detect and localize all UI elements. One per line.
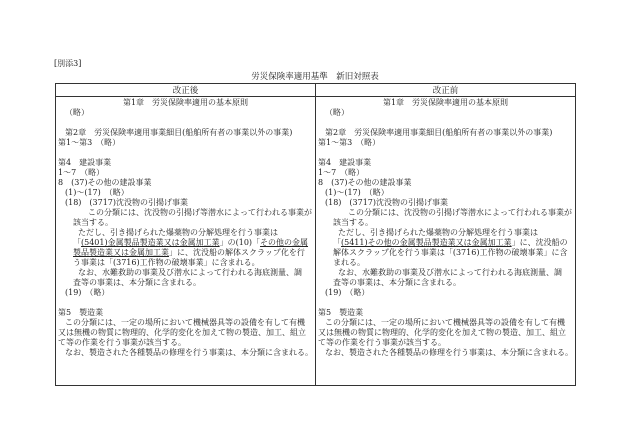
- new-p2c: 製品製造業又は金属加工業」に、沈没船の解体スクラップ化を行: [73, 248, 305, 257]
- new-ch2-title: 第2章 労災保険率適用事業細目(船舶所有者の事業以外の事業): [65, 128, 293, 137]
- old-p2b: 「(5411)その他の金属製品製造業又は金属加工業」に、沈没船の: [333, 238, 568, 247]
- new-sub18: (18) (3717)沈没物の引揚げ事業: [65, 198, 189, 207]
- new-ch1-title: 第1章 労災保険率適用の基本原則: [122, 98, 249, 107]
- old-column-cell: [316, 97, 576, 386]
- old-p2c: 解体スクラップ化を行う事業は「(3716)工作物の破壊事業」に含: [333, 248, 568, 257]
- old-sec1-3: 第1～第3 （略）: [318, 138, 381, 147]
- old-amended-text: (5411)その他の金属製品製造業又は金属加工業: [341, 238, 512, 247]
- header-new: 改正後: [56, 84, 316, 97]
- new-item8: 8 (37)その他の建設事業: [58, 178, 152, 187]
- old-p3b: 査等の事業は、本分類に含まれる。: [333, 278, 461, 287]
- new-column-cell: [56, 97, 316, 386]
- new-column: [56, 97, 315, 358]
- new-s5d: なお、製造された各種製品の修理を行う事業は、本分類に含まれる。: [65, 348, 313, 357]
- old-s5a: この分類には、一定の場所において機械器具等の設備を有して有機: [325, 318, 565, 327]
- old-s5c: て等の作業を行う事業が該当する。: [318, 338, 446, 347]
- old-column: [316, 97, 575, 358]
- old-items1-7: 1～7 （略）: [318, 168, 365, 177]
- old-sec4-title: 第4 建設事業: [318, 158, 372, 167]
- new-items1-7: 1～7 （略）: [58, 168, 105, 177]
- new-sec5-title: 第5 製造業: [58, 308, 104, 317]
- old-s5d: なお、製造された各種製品の修理を行う事業は、本分類に含まれる。: [325, 348, 573, 357]
- new-p2d: う事業は「(3716)工作物の破壊事業」に含まれる。: [73, 258, 260, 267]
- new-s5b: 又は無機の物質に物理的、化学的変化を加えて物の製造、加工、組立: [58, 328, 306, 337]
- new-p1a: この分類には、沈没物の引揚げ等潜水によって行われる事業が: [88, 208, 312, 217]
- new-amended-text-2: その他の金属: [260, 238, 309, 247]
- new-s5c: て等の作業を行う事業が該当する。: [58, 338, 186, 347]
- old-p1a: この分類には、沈没物の引揚げ等潜水によって行われる事業が: [348, 208, 572, 217]
- new-p2b: 「(5401)金属製品製造業又は金属加工業」の(10)「その他の金属: [73, 238, 309, 247]
- old-sec5-title: 第5 製造業: [318, 308, 364, 317]
- new-amended-text-3: 製品製造業又は金属加工業: [73, 248, 169, 257]
- new-sec4-title: 第4 建設事業: [58, 158, 112, 167]
- new-s5a: この分類には、一定の場所において機械器具等の設備を有して有機: [65, 318, 305, 327]
- old-ch1-title: 第1章 労災保険率適用の基本原則: [382, 98, 509, 107]
- comparison-table: [55, 83, 576, 386]
- new-sub1-17: (1)～(17) （略）: [65, 188, 129, 197]
- old-item8: 8 (37)その他の建設事業: [318, 178, 412, 187]
- old-p3a: なお、水難救助の事業及び潜水によって行われる海底測量、調: [338, 268, 562, 277]
- new-ch1-omit: （略）: [65, 108, 89, 117]
- old-s5b: 又は無機の物質に物理的、化学的変化を加えて物の製造、加工、組立: [318, 328, 566, 337]
- new-p3a: なお、水難救助の事業及び潜水によって行われる海底測量、調: [78, 268, 302, 277]
- new-sec1-3: 第1～第3 （略）: [58, 138, 121, 147]
- new-sub19: (19) （略）: [65, 288, 110, 297]
- old-ch2-title: 第2章 労災保険率適用事業細目(船舶所有者の事業以外の事業): [325, 128, 553, 137]
- old-sub19: (19) （略）: [325, 288, 370, 297]
- new-amended-text-1: (5401)金属製品製造業又は金属加工業: [81, 238, 220, 247]
- header-old: 改正前: [316, 84, 576, 97]
- old-sub18: (18) (3717)沈没物の引揚げ事業: [325, 198, 449, 207]
- new-p2a: ただし、引き揚げられた爆薬物の分解処理を行う事業は: [78, 228, 278, 237]
- new-p1b: 該当する。: [73, 218, 113, 227]
- new-p3b: 査等の事業は、本分類に含まれる。: [73, 278, 201, 287]
- old-sub1-17: (1)～(17) （略）: [325, 188, 389, 197]
- old-p1b: 該当する。: [333, 218, 373, 227]
- document-title: 労災保険率適用基準 新旧対照表: [251, 72, 379, 82]
- old-p2d: まれる。: [333, 258, 365, 267]
- old-p2a: ただし、引き揚げられた爆薬物の分解処理を行う事業は: [338, 228, 538, 237]
- old-ch1-omit: （略）: [325, 108, 349, 117]
- attachment-label: [別添3]: [54, 59, 82, 68]
